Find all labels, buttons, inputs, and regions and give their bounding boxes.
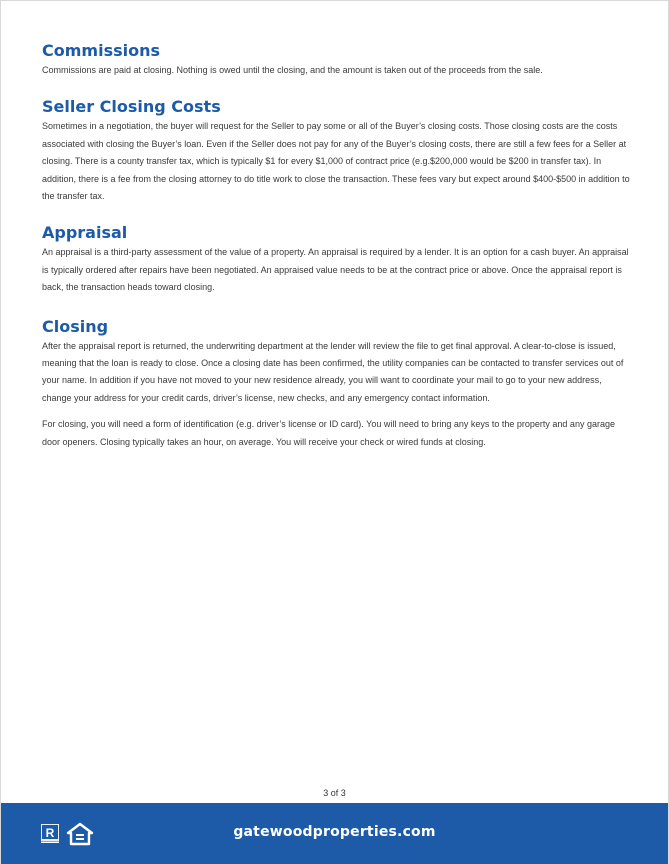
paragraph-seller-closing-costs: Sometimes in a negotiation, the buyer will request for the Seller to pay some or all of the Buyer’s closing costs. Those closing costs are the costs associated with closing the Buyer’s loan. Even if the Seller does not pay for any of the Buyer’s closing costs, there are still a few fees for a Seller at closing. There is a county transfer tax, which is typically $1 for every $1,000 of contract price (e.g.$200,000 would be $200 in transfer tax). In addition, there is a fee from the closing attorney to do title work to close the transaction. These fees vary but expect around $400-$500 in addition to the transfer tax. — [42, 121, 630, 202]
heading-seller-closing-costs: Seller Closing Costs — [42, 97, 221, 117]
paragraph-commissions: Commissions are paid at closing. Nothing is owed until the closing, and the amount is taken out of the proceeds from the sale. — [42, 65, 543, 75]
paragraph-closing-1: After the appraisal report is returned, the underwriting department at the lender will review the file to get final approval. A clear-to-close is issued, meaning that the loan is ready to close. Once a closing date has been confirmed, the utility companies can be contacted to transfer services out of your name. In addition if you have not moved to your new residence already, you will want to coordinate your mail to go to your new address, change your address for your credit cards, driver’s license, new checks, and any emergency contact information. — [42, 340, 624, 403]
section-appraisal — [42, 222, 632, 296]
section-commissions — [42, 40, 632, 79]
paragraph-closing-2: For closing, you will need a form of identification (e.g. driver’s license or ID card). You will need to bring any keys to the property and any garage door openers. Closing typically takes an hour, on average. You will receive your check or wired funds at closing. — [42, 419, 615, 447]
heading-closing: Closing — [42, 316, 109, 336]
heading-appraisal: Appraisal — [42, 223, 128, 243]
footer-bar — [1, 803, 668, 864]
section-seller-closing-costs — [42, 96, 632, 205]
section-closing — [42, 316, 632, 451]
page-number: 3 of 3 — [323, 788, 346, 798]
heading-commissions: Commissions — [42, 41, 160, 60]
footer-website[interactable]: gatewoodproperties.com — [233, 824, 436, 840]
page-content — [42, 37, 632, 451]
svg-text:R: R — [45, 826, 55, 840]
paragraph-appraisal: An appraisal is a third-party assessment of the value of a property. An appraisal is required by a lender. It is an option for a cash buyer. An appraisal is typically ordered after repairs have been negotiated. An appraised value needs to be at the contract price or above. Once the appraisal report is back, the transaction heads toward closing. — [42, 247, 629, 293]
